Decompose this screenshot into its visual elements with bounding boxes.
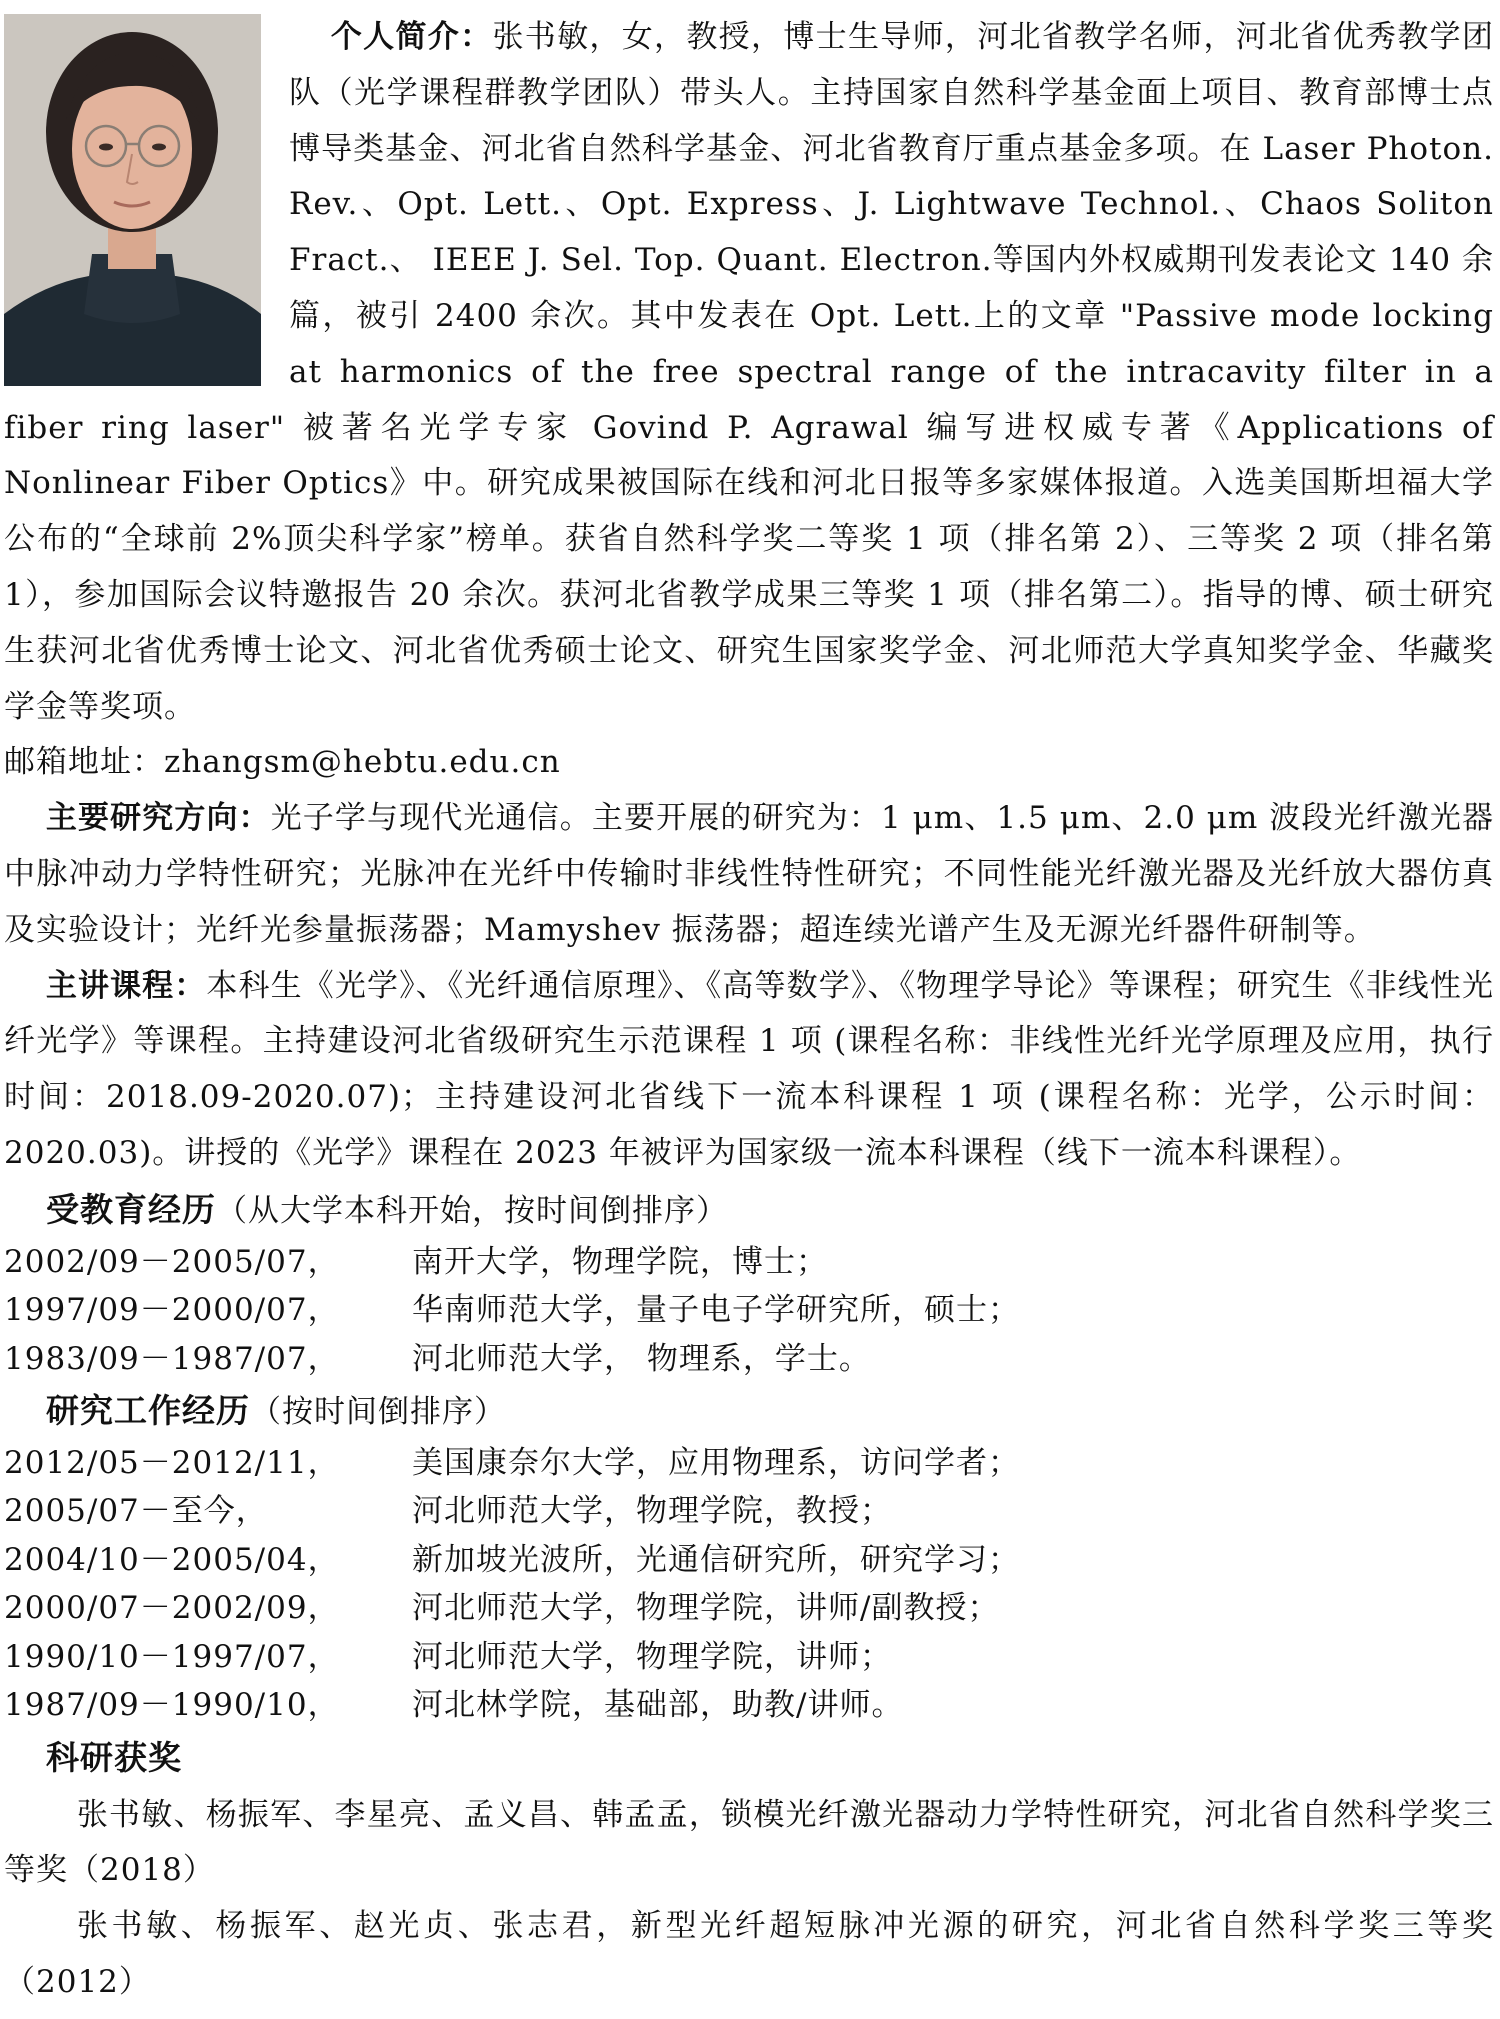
list-item: [4, 1286, 1494, 1335]
education-desc: 南开大学，物理学院，博士；: [412, 1243, 828, 1280]
education-period: 2002/09－2005/07，: [4, 1243, 340, 1280]
work-heading-title: 研究工作经历: [46, 1391, 250, 1431]
award-item: 张书敏、杨振军、李星亮、孟义昌、韩孟孟，锁模光纤激光器动力学特性研究，河北省自然科学奖三等奖（2018）: [4, 1796, 1494, 1889]
list-item: [4, 1335, 1494, 1384]
work-period: 2000/07－2002/09，: [4, 1590, 340, 1627]
courses-label: 主讲课程：: [45, 967, 207, 1004]
work-desc: 美国康奈尔大学，应用物理系，访问学者；: [412, 1444, 1020, 1481]
portrait-illustration: [4, 14, 261, 386]
email-line: [4, 735, 1494, 791]
education-desc: 华南师范大学，量子电子学研究所，硕士；: [412, 1292, 1020, 1329]
research-paragraph: [4, 791, 1494, 958]
work-period: 1987/09－1990/10，: [4, 1687, 340, 1724]
list-item: [4, 1681, 1494, 1730]
education-heading-title: 受教育经历: [46, 1189, 216, 1229]
list-item: [4, 1536, 1494, 1585]
work-heading: [4, 1383, 1494, 1441]
education-period: 1997/09－2000/07，: [4, 1292, 340, 1329]
education-list: [4, 1238, 1494, 1384]
work-period: 1990/10－1997/07，: [4, 1638, 340, 1675]
education-heading-note: （从大学本科开始，按时间倒排序）: [216, 1192, 728, 1229]
education-desc: 河北师范大学， 物理系，学士。: [412, 1340, 871, 1377]
work-period: 2004/10－2005/04，: [4, 1541, 340, 1578]
work-desc: 河北师范大学，物理学院，讲师/副教授；: [412, 1590, 1000, 1627]
research-text: 光子学与现代光通信。主要开展的研究为：1 μm、1.5 μm、2.0 μm 波段光纤激光器中脉冲动力学特性研究；光脉冲在光纤中传输时非线性特性研究；不同性能光纤激光器及光纤放大器仿真及实验设计；光纤光参量振荡器；Mamyshev 振荡器；超连续光谱产生及无源光纤器件研制等。: [4, 800, 1494, 948]
awards-heading: [4, 1730, 1494, 1788]
list-item: [4, 1238, 1494, 1287]
work-heading-note: （按时间倒排序）: [250, 1394, 506, 1431]
work-period: 2005/07－至今，: [4, 1493, 268, 1530]
work-list: [4, 1439, 1494, 1730]
research-label: 主要研究方向：: [45, 800, 271, 837]
list-item: [4, 1487, 1494, 1536]
work-period: 2012/05－2012/11，: [4, 1444, 340, 1481]
award-item: 张书敏、杨振军、赵光贞、张志君，新型光纤超短脉冲光源的研究，河北省自然科学奖三等奖（2012）: [4, 1908, 1494, 2001]
education-period: 1983/09－1987/07，: [4, 1340, 340, 1377]
work-desc: 河北林学院，基础部，助教/讲师。: [412, 1687, 904, 1724]
email-label: 邮箱地址：: [4, 744, 164, 781]
intro-text: 张书敏，女，教授，博士生导师，河北省教学名师，河北省优秀教学团队（光学课程群教学团队）带头人。主持国家自然科学基金面上项目、教育部博士点博导类基金、河北省自然科学基金、河北省教育厅重点基金多项。在 Laser Photon. Rev.、Opt. Lett.、Opt. Express、J. Lightwave Technol.、Chaos Soliton Fract.、 IEEE J. Sel. Top. Quant. Electron.等国内外权威期刊发表论文 140 余篇，被引 2400 余次。其中发表在 Opt. Lett.上的文章 "Passive mode locking at harmonics of the free spectral range of the intracavity filter in a fiber ring laser" 被著名光学专家 Govind P. Agrawal 编写进权威专著《Applications of Nonlinear Fiber Optics》中。研究成果被国际在线和河北日报等多家媒体报道。入选美国斯坦福大学公布的“全球前 2%顶尖科学家”榜单。获省自然科学奖二等奖 1 项（排名第 2）、三等奖 2 项（排名第 1），参加国际会议特邀报告 20 余次。获河北省教学成果三等奖 1 项（排名第二）。指导的博、硕士研究生获河北省优秀博士论文、河北省优秀硕士论文、研究生国家奖学金、河北师范大学真知奖学金、华藏奖学金等奖项。: [4, 19, 1494, 725]
intro-label: 个人简介：: [330, 19, 493, 55]
work-desc: 新加坡光波所，光通信研究所，研究学习；: [412, 1541, 1020, 1578]
awards-heading-title: 科研获奖: [46, 1737, 182, 1777]
list-item: [4, 1439, 1494, 1488]
courses-paragraph: [4, 959, 1494, 1182]
work-desc: 河北师范大学，物理学院，教授；: [412, 1493, 892, 1530]
email-address: zhangsm@hebtu.edu.cn: [164, 744, 561, 781]
list-item: [4, 1584, 1494, 1633]
list-item: [4, 1633, 1494, 1682]
portrait-photo: [4, 14, 261, 386]
work-desc: 河北师范大学，物理学院，讲师；: [412, 1638, 892, 1675]
courses-text: 本科生《光学》、《光纤通信原理》、《高等数学》、《物理学导论》等课程；研究生《非线性光纤光学》等课程。主持建设河北省级研究生示范课程 1 项 (课程名称：非线性光纤光学原理及应用，执行时间：2018.09-2020.07)；主持建设河北省线下一流本科课程 1 项 (课程名称：光学，公示时间：2020.03)。讲授的《光学》课程在 2023 年被评为国家级一流本科课程（线下一流本科课程）。: [4, 967, 1495, 1171]
education-heading: [4, 1182, 1494, 1240]
